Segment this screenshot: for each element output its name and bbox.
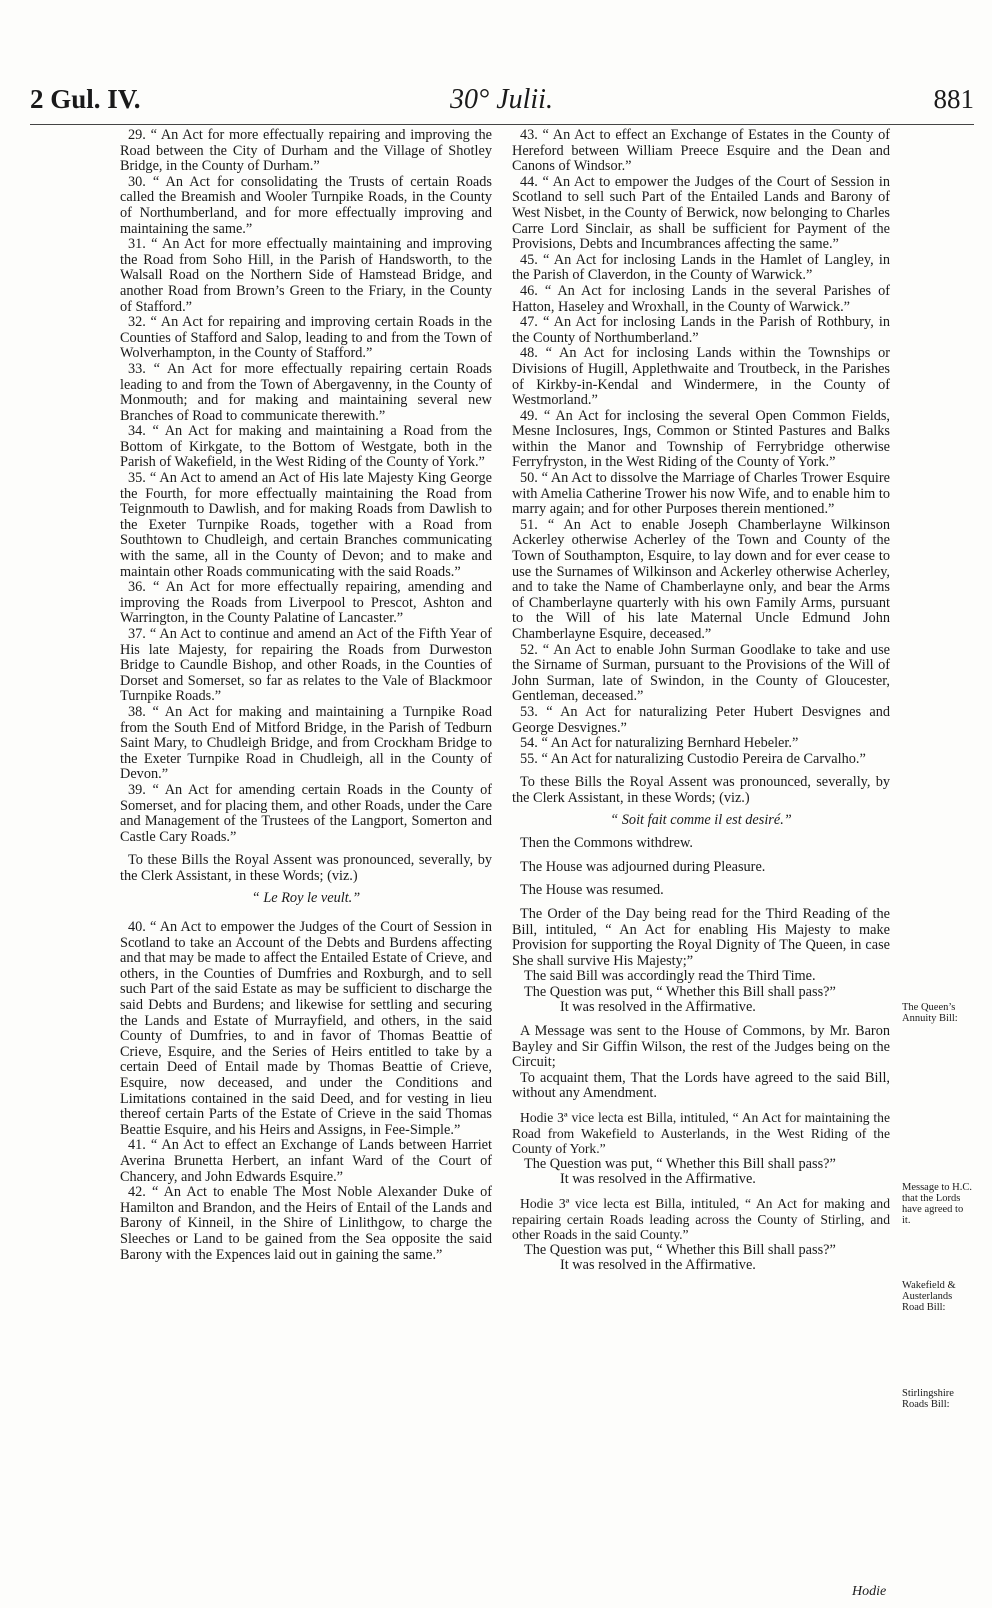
wakefield-resolved: It was resolved in the Affirmative.: [560, 1171, 756, 1188]
act-entry: 29. “ An Act for more effectually repairing and improving the Road between the City of Durham and the Village of Shotley Bridge, in the County of Durham.”: [120, 127, 492, 175]
house-resumed: The House was resumed.: [520, 882, 664, 899]
act-entry: 32. “ An Act for repairing and improving certain Roads in the Counties of Stafford and Salop, leading to and from the Town of Wolverhampton, in the County of Stafford.”: [120, 314, 492, 362]
assent-formula: “ Le Roy le veult.”: [251, 889, 361, 906]
act-entry: 55. “ An Act for naturalizing Custodio Pereira de Carvalho.”: [520, 750, 866, 767]
stirling-resolved: It was resolved in the Affirmative.: [560, 1257, 756, 1274]
message-acquaint: To acquaint them, That the Lords have agreed to the said Bill, without any Amendment.: [512, 1069, 890, 1102]
right-column: [512, 128, 890, 1274]
margin-note-message: Message to H.C. that the Lords have agreed to it.: [902, 1182, 972, 1226]
act-entry: 48. “ An Act for inclosing Lands within the Townships or Divisions of Hugill, Applethwaite and Troutbeck, in the Parishes of Kirkby-in-Kendal and Windermere, in the County of Westmorland.”: [512, 345, 890, 409]
queens-bill-text: The Order of the Day being read for the Third Reading of the Bill, intituled, “ An Act for enabling His Majesty to make Provision for supporting the Royal Dignity of The Queen, in case She shall survive His Majesty;”: [512, 905, 890, 969]
queens-bill-resolved: It was resolved in the Affirmative.: [560, 999, 756, 1016]
act-entry: 52. “ An Act to enable John Surman Goodlake to take and use the Sirname of Surman, pursuant to the Provisions of the Will of John Surman, late of Swindon, in the County of Gloucester, Gentleman, deceased.”: [512, 641, 890, 705]
act-entry: 42. “ An Act to enable The Most Noble Alexander Duke of Hamilton and Brandon, and the Heirs of Entail of the Lands and Barony of Kinneil, in the Shire of Linlithgow, to charge the Sleeches or Land to be gained from the Sea opposite the said Barony with the Expences laid out in gaining the same.”: [120, 1184, 492, 1263]
act-entry: 53. “ An Act for naturalizing Peter Hubert Desvignes and George Desvignes.”: [512, 703, 890, 736]
queens-bill-question: The Question was put, “ Whether this Bill shall pass?”: [524, 983, 836, 1000]
page-header: [30, 84, 974, 125]
left-column: [120, 128, 492, 1263]
act-entry: 44. “ An Act to empower the Judges of the Court of Session in Scotland to sell such Part of the Entailed Lands and Barony of West Nisbet, in the County of Berwick, now belonging to Charles Carre Lord Sinclair, as shall be sufficient for Payment of the Provisions, Debts and Incumbrances affecting the same.”: [512, 173, 890, 253]
message-text: A Message was sent to the House of Commons, by Mr. Baron Bayley and Sir Giffin Wilson, the rest of the Judges being on the Circuit;: [512, 1023, 890, 1071]
page-number: 881: [933, 84, 974, 114]
commons-withdrew: Then the Commons withdrew.: [520, 835, 693, 852]
royal-assent-text: To these Bills the Royal Assent was pronounced, severally, by the Clerk Assistant, in these Words; (viz.): [512, 774, 890, 806]
act-entry: 40. “ An Act to empower the Judges of the Court of Session in Scotland to take an Account of the Debts and Burdens affecting and that may be made to affect the Entailed Estate of Crieve, and others, in the Counties of Dumfries and Roxburgh, and to sell such Part of the said Estate as may be sufficient to discharge the said Debts and Burdens; and likewise for settling and securing the Lands and Estate of Murrayfield, and others, in the said County of Dumfries, to and in favor of Thomas Beattie of Crieve, Esquire, and the Series of Heirs entitled to take by a certain Deed of Entail made by Thomas Beattie of Crieve, Esquire, now deceased, and under the Conditions and Limitations contained in the said Deed, and for vesting in lieu thereof certain Parts of the Estate of Crieve in the said Thomas Beattie Esquire, and his Heirs and Assigns, in Fee-Simple.”: [120, 919, 492, 1138]
act-entry: 46. “ An Act for inclosing Lands in the several Parishes of Hatton, Haseley and Wroxhall, in the County of Warwick.”: [512, 282, 890, 315]
act-entry: 39. “ An Act for amending certain Roads in the County of Somerset, and for placing them, and other Roads, under the Care and Management of the Trustees of the Langport, Somerton and Castle Cary Roads.”: [120, 781, 492, 845]
royal-assent-text: To these Bills the Royal Assent was pronounced, severally, by the Clerk Assistant, in these Words; (viz.): [120, 852, 492, 884]
act-entry: 50. “ An Act to dissolve the Marriage of Charles Trower Esquire with Amelia Catherine Trower his now Wife, and to enable him to marry again; and for other Purposes therein mentioned.”: [512, 470, 890, 518]
act-entry: 43. “ An Act to effect an Exchange of Estates in the County of Hereford between William Preece Esquire and the Dean and Canons of Windsor.”: [512, 127, 890, 175]
act-entry: 47. “ An Act for inclosing Lands in the Parish of Rothbury, in the County of Northumberland.”: [512, 314, 890, 346]
act-entry: 54. “ An Act for naturalizing Bernhard Hebeler.”: [520, 735, 799, 752]
margin-note-queens-annuity: The Queen’s Annuity Bill:: [902, 1002, 958, 1024]
act-entry: 41. “ An Act to effect an Exchange of Lands between Harriet Averina Brunetta Herbert, an infant Ward of the Court of Chancery, and John Edwards Esquire.”: [120, 1137, 492, 1185]
act-entry: 38. “ An Act for making and maintaining a Turnpike Road from the South End of Mitford Bridge, in the Parish of Tedburn Saint Mary, to Chudleigh Bridge, and from Crockham Bridge to the Exeter Turnpike Road in Chudleigh, all in the County of Devon.”: [120, 703, 492, 783]
act-entry: 35. “ An Act to amend an Act of His late Majesty King George the Fourth, for more effectually maintaining the Road from Teignmouth to Dawlish, and for making Roads from Dawlish to the Exeter Turnpike Roads, together with a Road from Southtown to Chudleigh, and certain Branches communicating with the same, all in the County of Devon; and to make and maintain other Roads communicating with the said Roads.”: [120, 470, 492, 580]
queens-bill-read: The said Bill was accordingly read the Third Time.: [524, 968, 816, 985]
margin-note-wakefield: Wakefield & Austerlands Road Bill:: [902, 1280, 956, 1313]
act-entry: 37. “ An Act to continue and amend an Act of the Fifth Year of His late Majesty, for repairing the Roads from Durweston Bridge to Caundle Bishop, and other Roads, in the Counties of Dorset and Somerset, so far as relates to the Vale of Blackmoor Turnpike Roads.”: [120, 626, 492, 705]
act-entry: 34. “ An Act for making and maintaining a Road from the Bottom of Kirkgate, to the Bottom of Westgate, both in the Parish of Wakefield, in the West Riding of the County of York.”: [120, 423, 492, 471]
act-entry: 36. “ An Act for more effectually repairing, amending and improving the Roads from Liverpool to Prescot, Ashton and Warrington, in the County Palatine of Lancaster.”: [120, 579, 492, 627]
act-entry: 30. “ An Act for consolidating the Trusts of certain Roads called the Breamish and Wooler Turnpike Roads, in the County of Northumberland, and for more effectually improving and maintaining the same.”: [120, 173, 492, 237]
stirling-question: The Question was put, “ Whether this Bill shall pass?”: [524, 1241, 836, 1258]
catchword: Hodie: [852, 1584, 887, 1599]
assent-formula: “ Soit fait comme il est desiré.”: [610, 811, 792, 828]
wakefield-question: The Question was put, “ Whether this Bill shall pass?”: [524, 1155, 836, 1172]
house-adjourned: The House was adjourned during Pleasure.: [520, 858, 766, 875]
act-entry: 49. “ An Act for inclosing the several Open Common Fields, Mesne Inclosures, Ings, Common or Stinted Pastures and Balks within the Manor and Township of Ferrybridge otherwise Ferryfryston, in the West Riding of the County of York.”: [512, 407, 890, 471]
margin-note-stirling: Stirlingshire Roads Bill:: [902, 1388, 954, 1410]
regnal-year: 2 Gul. IV.: [30, 84, 141, 114]
act-entry: 33. “ An Act for more effectually repairing certain Roads leading to and from the Town of Abergavenny, in the County of Monmouth; and for making and maintaining several new Branches of Road to communicate therewith.”: [120, 360, 492, 424]
act-entry: 45. “ An Act for inclosing Lands in the Hamlet of Langley, in the Parish of Claverdon, in the County of Warwick.”: [512, 251, 890, 284]
act-entry: 31. “ An Act for more effectually maintaining and improving the Road from Soho Hill, in the Parish of Handsworth, to the Walsall Road on the Northern Side of Hamstead Bridge, and another Road from Brown’s Green to the Friary, in the County of Stafford.”: [120, 236, 492, 315]
stirling-bill-text: Hodie 3ª vice lecta est Billa, intituled, “ An Act for making and repairing certain Roads leading across the County of Stirling, and other Roads in the said County.”: [512, 1196, 890, 1243]
act-entry: 51. “ An Act to enable Joseph Chamberlayne Wilkinson Ackerley otherwise Acherley of the Town and County of the Town of Southampton, Esquire, to lay down and for ever cease to use the Surnames of Wilkinson and Ackerley otherwise Acherley, and to take the Name of Chamberlayne only, and bear the Arms of Chamberlayne quarterly with his own Family Arms, pursuant to the Will of his late Maternal Uncle Edmund John Chamberlayne Esquire, deceased.”: [512, 516, 890, 642]
date-heading: 30° Julii.: [450, 84, 553, 115]
wakefield-bill-text: Hodie 3ª vice lecta est Billa, intituled, “ An Act for maintaining the Road from Wakefield to Austerlands, in the West Riding of the County of York.”: [512, 1110, 890, 1157]
